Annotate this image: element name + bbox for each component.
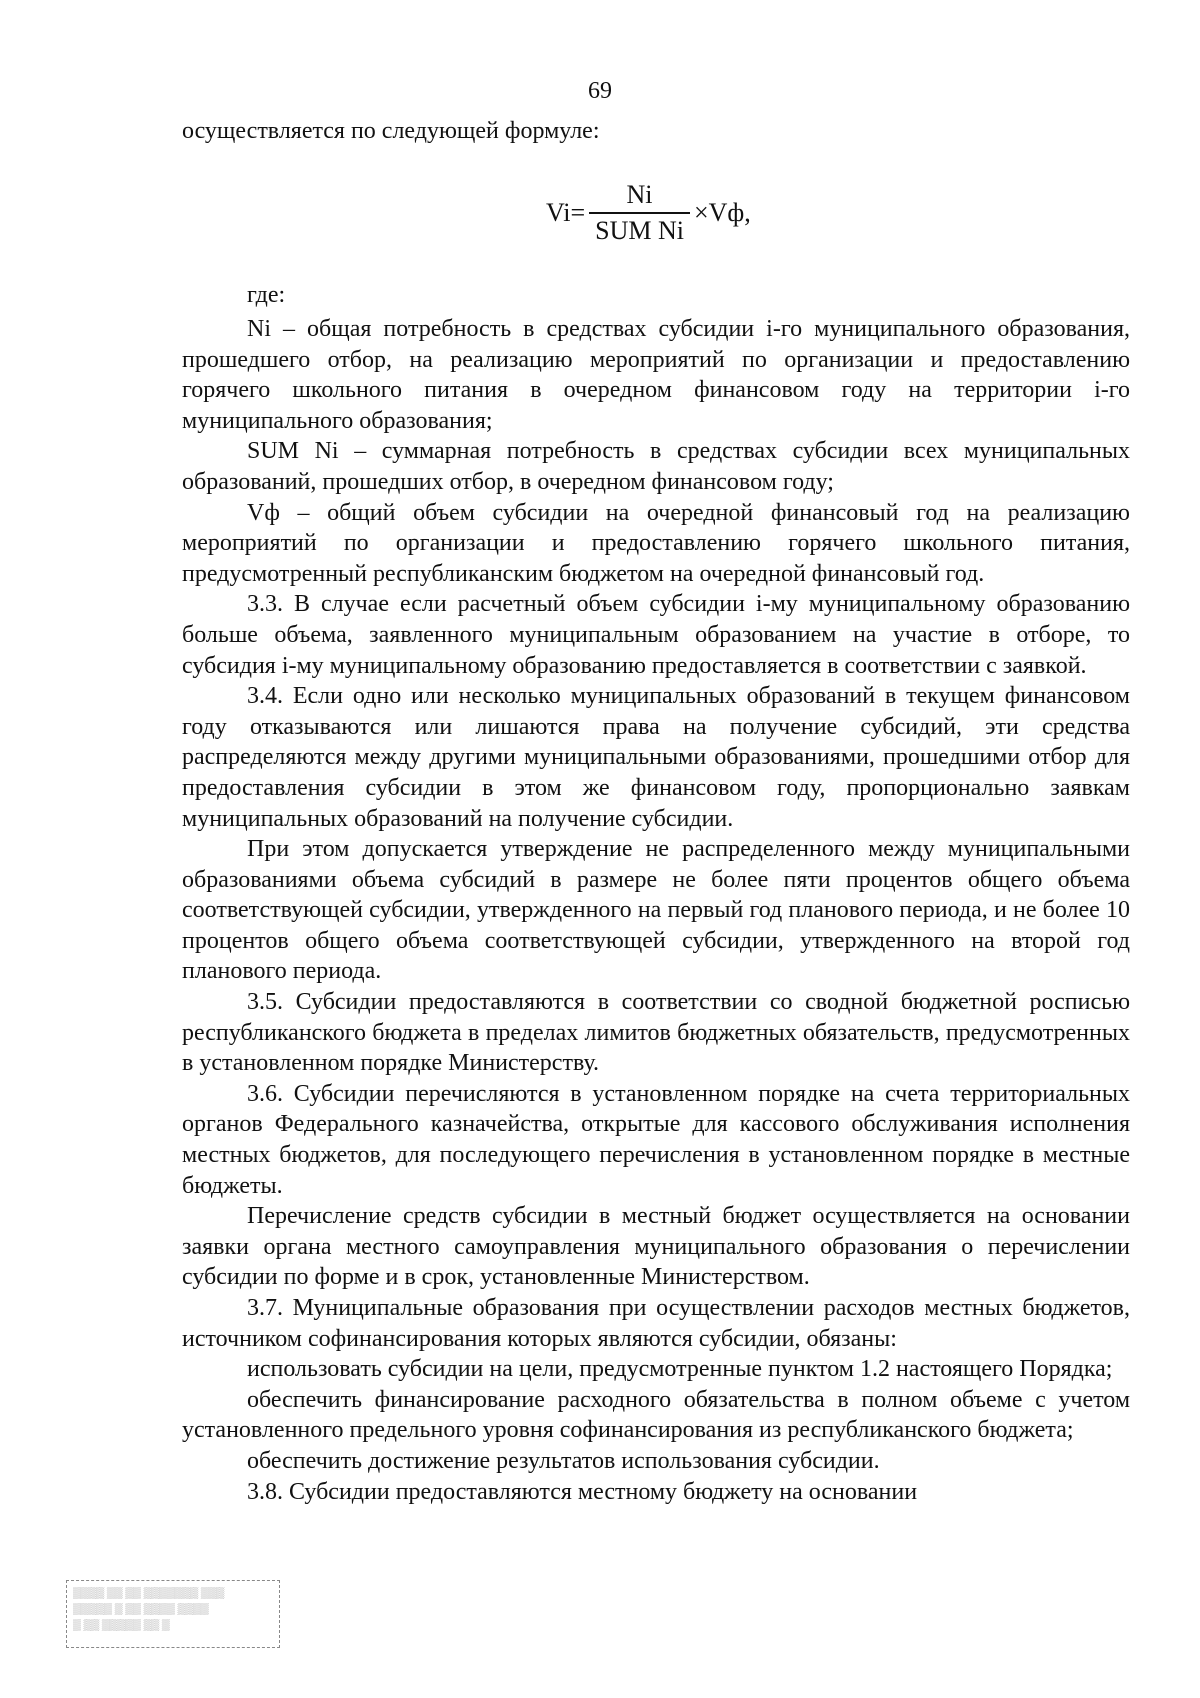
- paragraph: 3.6. Субсидии перечисляются в установленном порядке на счета территориальных органов Федерального казначейства, открытые для кассового обслуживания исполнения местных бюджетов, для последующего перечисления в установленном порядке в местные бюджеты.: [182, 1080, 1130, 1199]
- intro-text: осуществляется по следующей формуле:: [182, 118, 600, 144]
- formula: [546, 180, 751, 246]
- paragraph: Ni – общая потребность в средствах субсидии i-го муниципального образования, прошедшего отбор, на реализацию мероприятий по организации и предоставлению горячего школьного питания в очередном финансовом году на территории i-го муниципального образования;: [182, 316, 1130, 434]
- formula-lhs: Vi=: [546, 198, 586, 227]
- page-number: 69: [588, 78, 612, 104]
- paragraph: обеспечить финансирование расходного обязательства в полном объеме с учетом установленного предельного уровня софинансирования из республиканского бюджета;: [182, 1386, 1130, 1444]
- where-label: где:: [247, 282, 286, 308]
- faded-stamp: ▒▒▒▒ ▒▒ ▒▒ ▒▒▒▒▒▒▒ ▒▒▒ ▒▒▒▒▒ ▒ ▒▒ ▒▒▒▒ ▒▒▒▒ ▒ ▒▒ ▒▒▒▒▒ ▒▒ ▒: [66, 1580, 280, 1648]
- paragraph: 3.5. Субсидии предоставляются в соответствии со сводной бюджетной росписью республиканского бюджета в пределах лимитов бюджетных обязательств, предусмотренных в установленном порядке Министерству.: [182, 989, 1130, 1077]
- paragraph: 3.7. Муниципальные образования при осуществлении расходов местных бюджетов, источником софинансирования которых являются субсидии, обязаны:: [182, 1295, 1130, 1352]
- paragraph: При этом допускается утверждение не распределенного между муниципальными образованиями объема субсидий в размере не более пяти процентов общего объема соответствующей субсидии, утвержденного на первый год планового периода, и не более 10 процентов общего объема соответствующей субсидии, утвержденного на второй год планового периода.: [182, 836, 1130, 985]
- paragraph: обеспечить достижение результатов использования субсидии.: [247, 1447, 880, 1474]
- document-body: [182, 314, 1130, 1507]
- formula-denominator: SUM Ni: [595, 216, 684, 245]
- formula-rhs: ×Vф,: [693, 198, 751, 227]
- formula-numerator: Ni: [626, 180, 653, 209]
- paragraph: Перечисление средств субсидии в местный бюджет осуществляется на основании заявки органа местного самоуправления муниципального образования о перечислении субсидии по форме и в срок, установленные Министерством.: [182, 1203, 1130, 1291]
- paragraph: Vф – общий объем субсидии на очередной финансовый год на реализацию мероприятий по организации и предоставлению горячего школьного питания, предусмотренный республиканским бюджетом на очередной финансовый год.: [182, 499, 1130, 587]
- paragraph: 3.3. В случае если расчетный объем субсидии i-му муниципальному образованию больше объема, заявленного муниципальным образованием на участие в отборе, то субсидия i-му муниципальному образованию предоставляется в соответствии с заявкой.: [182, 591, 1130, 679]
- paragraph: SUM Ni – суммарная потребность в средствах субсидии всех муниципальных образований, прошедших отбор, в очередном финансовом году;: [182, 438, 1130, 495]
- paragraph: 3.8. Субсидии предоставляются местному бюджету на основании: [247, 1478, 918, 1505]
- paragraph: 3.4. Если одно или несколько муниципальных образований в текущем финансовом году отказываются или лишаются права на получение субсидий, эти средства распределяются между другими муниципальными образованиями, прошедшими отбор для предоставления субсидии в этом же финансовом году, пропорционально заявкам муниципальных образований на получение субсидии.: [182, 683, 1130, 832]
- paragraph: использовать субсидии на цели, предусмотренные пунктом 1.2 настоящего Порядка;: [247, 1356, 1113, 1383]
- formula-fraction: [589, 180, 690, 246]
